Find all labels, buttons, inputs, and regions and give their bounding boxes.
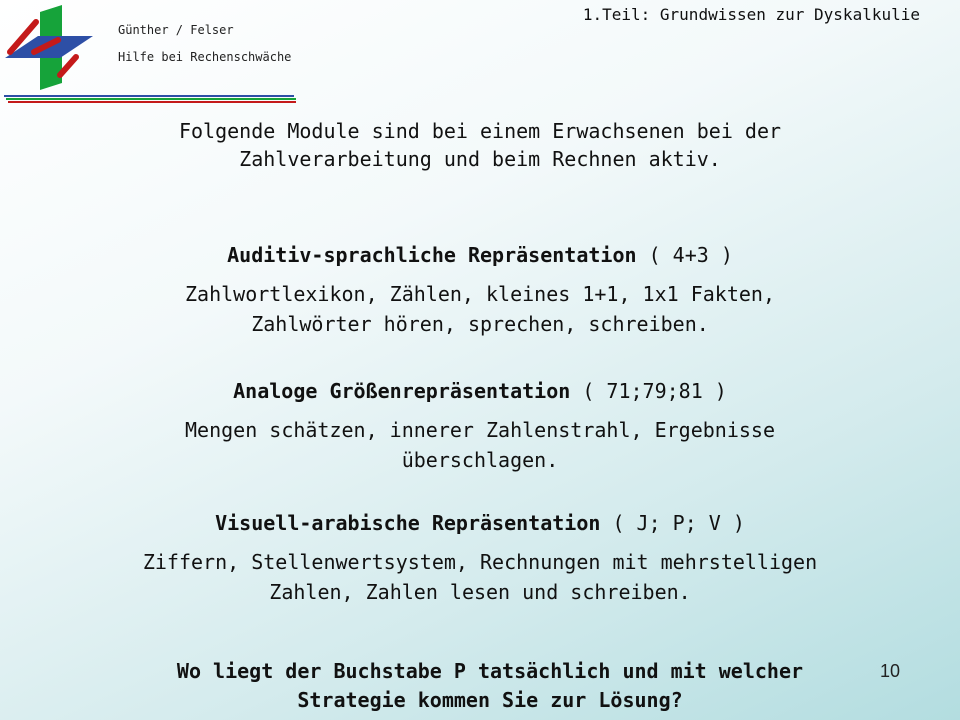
module-title: Analoge Größenrepräsentation	[233, 379, 571, 403]
module-heading	[60, 241, 900, 269]
module-auditory	[60, 241, 900, 339]
module-analog	[60, 377, 900, 475]
module-title: Auditiv-sprachliche Repräsentation	[227, 243, 637, 267]
description-line: Ziffern, Stellenwertsystem, Rechnungen mit mehrstelligen	[142, 550, 818, 574]
module-heading	[60, 377, 900, 405]
module-visual	[60, 509, 900, 607]
module-description	[60, 415, 900, 475]
intro-text	[0, 117, 960, 173]
description-line: Zahlwortlexikon, Zählen, kleines 1+1, 1x1 Fakten,	[184, 282, 775, 306]
description-line: Zahlen, Zahlen lesen und schreiben.	[269, 580, 691, 604]
question-line: Strategie kommen Sie zur Lösung?	[297, 688, 683, 712]
description-line: Mengen schätzen, innerer Zahlenstrahl, Ergebnisse	[184, 418, 775, 442]
question-line: Wo liegt der Buchstabe P tatsächlich und mit welcher	[176, 659, 804, 683]
intro-line: Zahlverarbeitung und beim Rechnen aktiv.	[239, 147, 721, 171]
module-ref: ( 71;79;81 )	[570, 379, 727, 403]
intro-line: Folgende Module sind bei einem Erwachsenen bei der	[178, 119, 782, 143]
module-heading	[60, 509, 900, 537]
description-line: Zahlwörter hören, sprechen, schreiben.	[251, 312, 709, 336]
page-number: 10	[880, 661, 901, 681]
module-description	[60, 547, 900, 607]
logo	[0, 0, 100, 100]
authors: Günther / Felser	[118, 23, 234, 37]
header-authors-block	[118, 17, 291, 71]
module-title: Visuell-arabische Repräsentation	[215, 511, 601, 535]
logo-red-bar	[60, 57, 76, 75]
module-ref: ( J; P; V )	[600, 511, 745, 535]
series-title: 1.Teil: Grundwissen zur Dyskalkulie	[582, 5, 920, 24]
description-line: überschlagen.	[401, 448, 559, 472]
module-description	[60, 279, 900, 339]
module-ref: ( 4+3 )	[636, 243, 733, 267]
header-subtitle: Hilfe bei Rechenschwäche	[118, 50, 292, 64]
header-rule	[4, 94, 296, 106]
question-text	[80, 657, 900, 715]
